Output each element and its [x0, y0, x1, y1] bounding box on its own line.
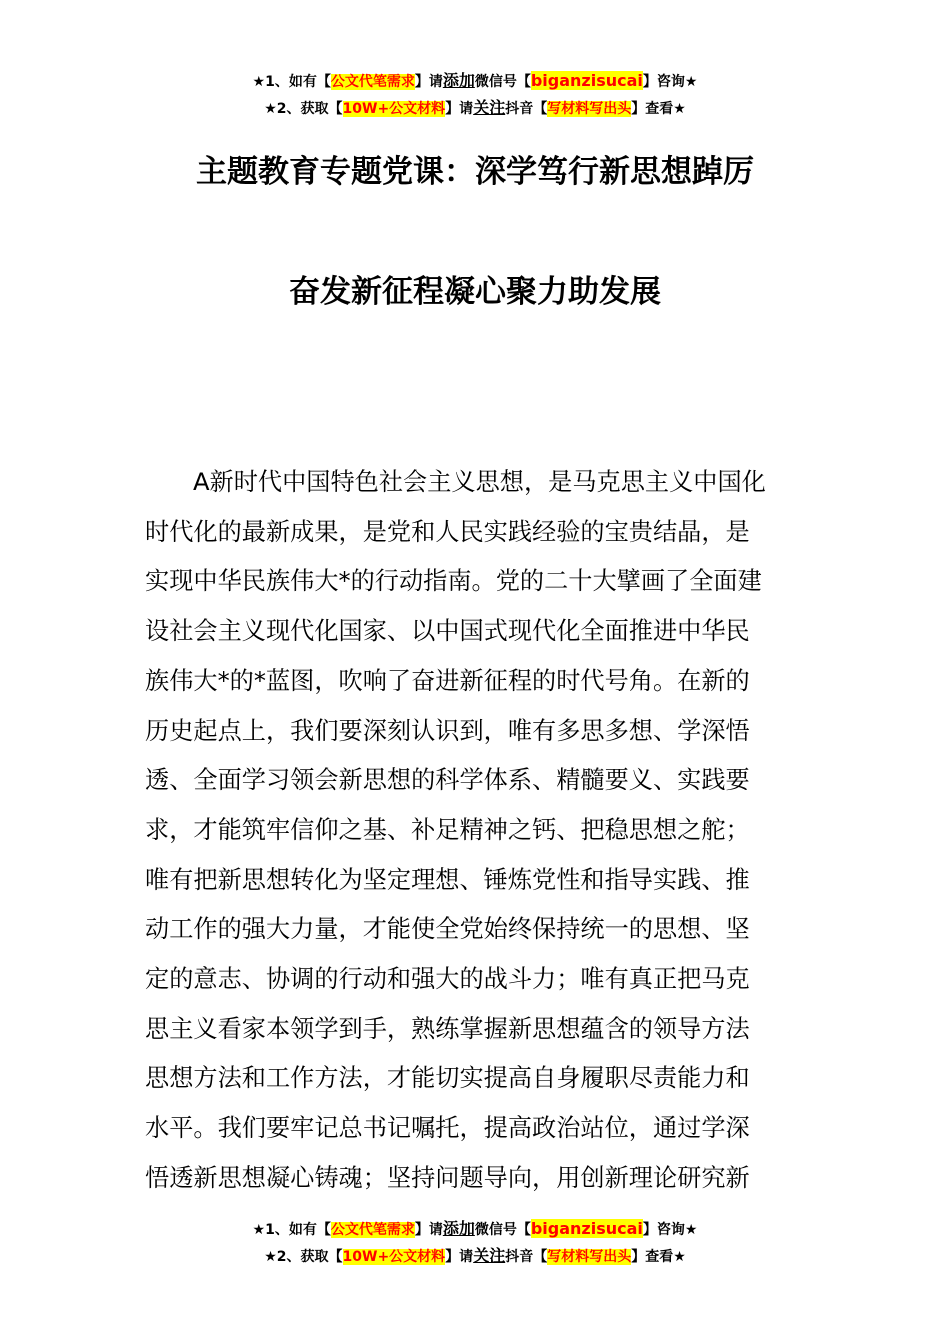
promo-highlight: 公文代笔需求: [330, 1222, 415, 1238]
promo-text: ★2、获取【: [264, 1249, 343, 1265]
promo-highlight: 公文代笔需求: [330, 74, 415, 90]
document-body: [145, 458, 809, 1204]
promo-text: 】咨询★: [642, 74, 698, 90]
promo-text: 抖音【: [505, 101, 548, 117]
body-line: 思想方法和工作方法，才能切实提高自身履职尽责能力和: [145, 1064, 750, 1093]
promo-text: 】请: [414, 74, 443, 90]
footer-promo-banner: [0, 1216, 950, 1270]
promo-text: ★1、如有【: [252, 74, 331, 90]
body-line: 悟透新思想凝心铸魂；坚持问题导向，用创新理论研究新: [145, 1163, 750, 1192]
promo-text: 】查看★: [631, 1249, 686, 1265]
body-line: 实现中华民族伟大*的行动指南。党的二十大擘画了全面建: [145, 567, 762, 596]
document-title-line-2: 奋发新征程凝心聚力助发展: [289, 274, 661, 310]
promo-underline: 关注: [473, 98, 506, 117]
promo-text: 】请: [445, 101, 474, 117]
promo-line-2: [0, 1243, 950, 1270]
promo-text: 】请: [445, 1249, 474, 1265]
body-line: 思主义看家本领学到手，熟练掌握新思想蕴含的领导方法: [145, 1014, 750, 1043]
body-line: 唯有把新思想转化为坚定理想、锤炼党性和指导实践、推: [145, 865, 750, 894]
promo-text: ★2、获取【: [264, 101, 343, 117]
promo-text: 】请: [414, 1222, 443, 1238]
promo-highlight: 10W+公文材料: [342, 101, 446, 117]
promo-underline: 关注: [473, 1246, 506, 1265]
header-promo-banner: [0, 68, 950, 122]
body-line: 求，才能筑牢信仰之基、补足精神之钙、把稳思想之舵；: [145, 815, 750, 844]
promo-text: 抖音【: [505, 1249, 548, 1265]
promo-highlight-wechat-id: biganzisucai: [530, 1219, 643, 1238]
document-title-line-1: 主题教育专题党课：深学笃行新思想踔厉: [196, 154, 754, 190]
promo-highlight-douyin-name: 写材料写出头: [547, 1249, 632, 1265]
promo-highlight-douyin-name: 写材料写出头: [547, 101, 632, 117]
body-line: 时代化的最新成果，是党和人民实践经验的宝贵结晶，是: [145, 517, 750, 546]
promo-line-2: [0, 95, 950, 122]
body-line: 动工作的强大力量，才能使全党始终保持统一的思想、坚: [145, 915, 750, 944]
promo-underline: 添加: [442, 1219, 475, 1238]
promo-text: ★1、如有【: [252, 1222, 331, 1238]
body-line: 族伟大*的*蓝图，吹响了奋进新征程的时代号角。在新的: [145, 666, 750, 695]
body-line: 历史起点上，我们要深刻认识到，唯有多思多想、学深悟: [145, 716, 750, 745]
body-line: 定的意志、协调的行动和强大的战斗力；唯有真正把马克: [145, 965, 750, 994]
promo-text: 】查看★: [631, 101, 686, 117]
promo-text: 】咨询★: [642, 1222, 698, 1238]
body-line: 透、全面学习领会新思想的科学体系、精髓要义、实践要: [145, 766, 750, 795]
promo-text: 微信号【: [474, 74, 531, 90]
promo-underline: 添加: [442, 71, 475, 90]
promo-text: 微信号【: [474, 1222, 531, 1238]
body-line: A新时代中国特色社会主义思想，是马克思主义中国化: [193, 468, 766, 496]
body-line: 水平。我们要牢记总书记嘱托，提高政治站位，通过学深: [145, 1114, 750, 1143]
promo-line-1: [0, 68, 950, 95]
body-line: 设社会主义现代化国家、以中国式现代化全面推进中华民: [145, 617, 750, 646]
promo-line-1: [0, 1216, 950, 1243]
promo-highlight: 10W+公文材料: [342, 1249, 446, 1265]
promo-highlight-wechat-id: biganzisucai: [530, 71, 643, 90]
